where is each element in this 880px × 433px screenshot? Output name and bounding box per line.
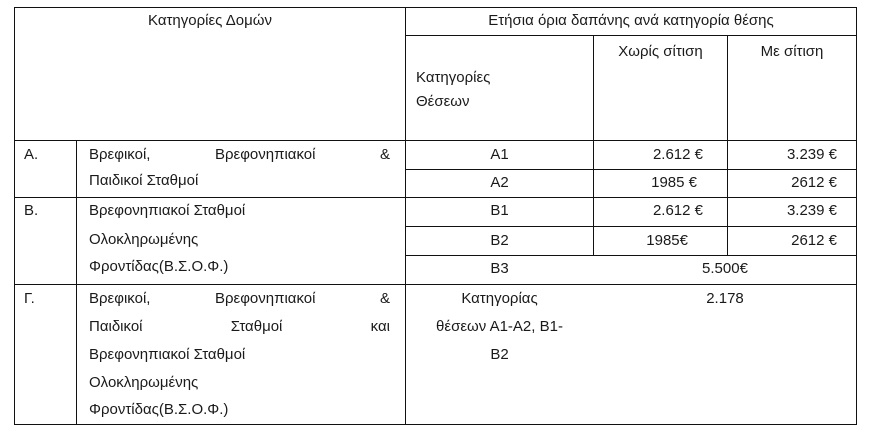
- row-c-description-line2: [89, 315, 390, 339]
- cell-b1-without-meals: 2.612 €: [652, 202, 703, 219]
- cell-b2-category: Β2: [490, 232, 509, 249]
- row-c-description-line3: Βρεφονηπιακοί Σταθμοί: [89, 346, 246, 363]
- row-c-description-line1: [89, 287, 390, 311]
- header-position-categories: Κατηγορίες: [416, 69, 491, 86]
- cell-b2-with-meals: 2612 €: [791, 232, 837, 249]
- table-border-right: [856, 7, 857, 425]
- cell-b3-category: Β3: [490, 260, 509, 277]
- cell-a2-with-meals: 2612 €: [791, 174, 837, 191]
- row-divider: [405, 169, 857, 170]
- column-divider: [76, 140, 77, 425]
- desc-word: Βρεφικοί,: [89, 146, 151, 163]
- desc-word: και: [370, 318, 390, 335]
- cell-b1-with-meals: 3.239 €: [786, 202, 837, 219]
- row-b-description-line2: Ολοκληρωμένης: [89, 231, 199, 248]
- row-divider: [405, 35, 857, 36]
- desc-word: Βρεφονηπιακοί: [214, 146, 316, 163]
- row-c-description-line4: Ολοκληρωμένης: [89, 374, 199, 391]
- row-divider: [405, 255, 857, 256]
- row-divider: [405, 226, 857, 227]
- desc-word: &: [379, 146, 390, 163]
- row-b-letter: Β.: [24, 202, 39, 219]
- row-c-description-line5: Φροντίδας(Β.Σ.Ο.Φ.): [89, 401, 229, 418]
- row-b-description-line1: Βρεφονηπιακοί Σταθμοί: [89, 202, 246, 219]
- cell-a1-with-meals: 3.239 €: [786, 146, 837, 163]
- table-border-top: [14, 7, 857, 8]
- cell-c-merged-value: 2.178: [706, 290, 744, 307]
- cell-b1-category: Β1: [490, 202, 509, 219]
- table-border-bottom: [14, 424, 857, 425]
- row-c-letter: Γ.: [24, 290, 35, 307]
- row-b-description-line3: Φροντίδας(Β.Σ.Ο.Φ.): [89, 258, 229, 275]
- cell-c-category-line3: Β2: [490, 346, 509, 363]
- table-border-left: [14, 7, 15, 425]
- row-a-description-line2: Παιδικοί Σταθμοί: [89, 172, 199, 189]
- header-position-categories-2: Θέσεων: [416, 93, 470, 110]
- cell-a2-without-meals: 1985 €: [651, 174, 697, 191]
- row-a-description-line1: [89, 143, 390, 167]
- header-categories: Κατηγορίες Δομών: [148, 12, 272, 29]
- header-without-meals: Χωρίς σίτιση: [618, 43, 703, 60]
- cell-b3-merged-value: 5.500€: [702, 260, 748, 277]
- row-divider: [14, 140, 857, 141]
- cell-a1-without-meals: 2.612 €: [652, 146, 703, 163]
- header-with-meals: Με σίτιση: [760, 43, 824, 60]
- cell-b2-without-meals: 1985€: [646, 232, 688, 249]
- row-divider: [14, 284, 857, 285]
- row-divider: [14, 197, 857, 198]
- desc-word: Παιδικοί: [89, 318, 143, 335]
- cell-a1-category: Α1: [490, 146, 509, 163]
- row-a-letter: Α.: [24, 146, 39, 163]
- desc-word: Βρεφικοί,: [89, 290, 151, 307]
- cell-c-category-line1: Κατηγορίας: [461, 290, 538, 307]
- desc-word: Σταθμοί: [230, 318, 283, 335]
- header-annual-limits: Ετήσια όρια δαπάνης ανά κατηγορία θέσης: [488, 12, 774, 29]
- cell-a2-category: Α2: [490, 174, 509, 191]
- desc-word: &: [379, 290, 390, 307]
- cell-c-category-line2: θέσεων Α1-Α2, Β1-: [436, 318, 563, 335]
- desc-word: Βρεφονηπιακοί: [214, 290, 316, 307]
